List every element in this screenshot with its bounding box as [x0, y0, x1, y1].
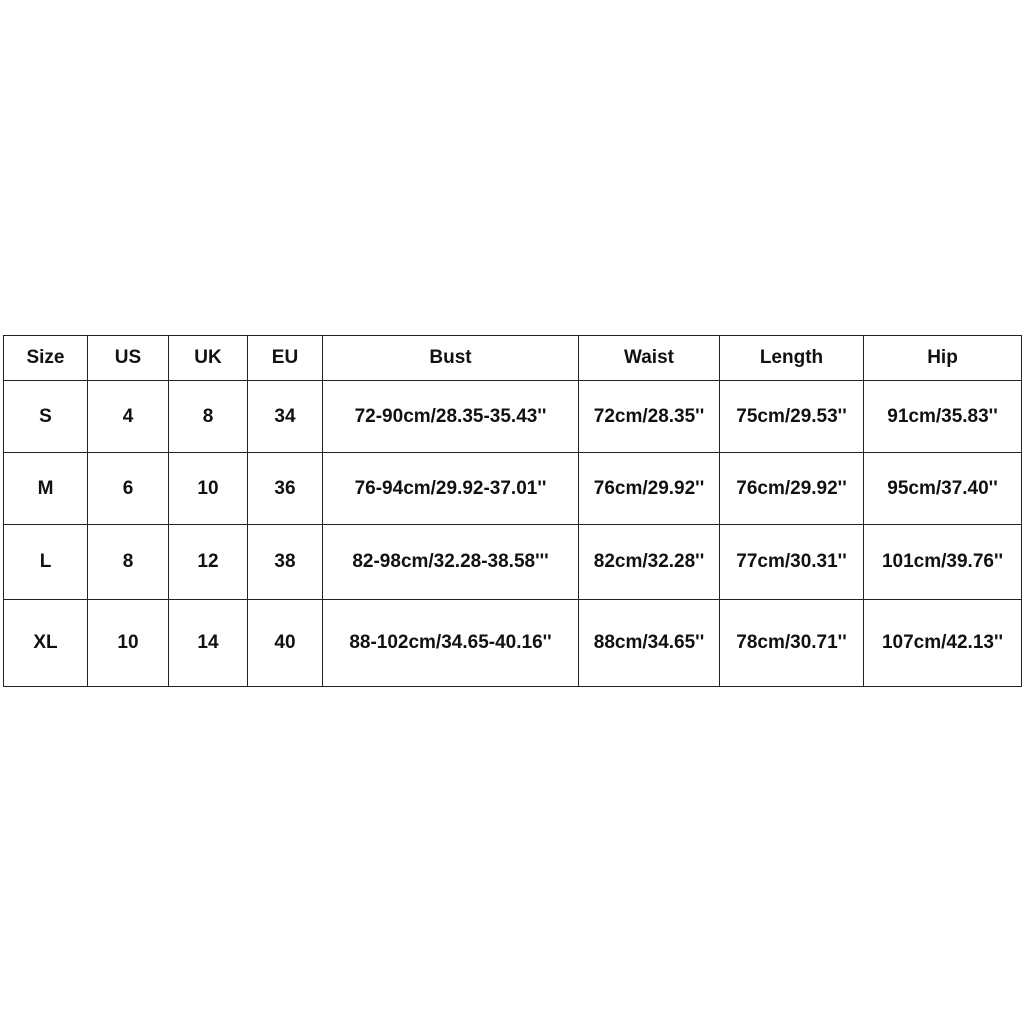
table-row — [4, 453, 1022, 525]
eu-cell: 36 — [248, 453, 323, 525]
hip-cell: 95cm/37.40'' — [864, 453, 1022, 525]
uk-cell: 8 — [169, 381, 248, 453]
table-row — [4, 525, 1022, 600]
us-cell: 4 — [88, 381, 169, 453]
us-cell: 8 — [88, 525, 169, 600]
header-length: Length — [720, 336, 864, 381]
header-waist: Waist — [579, 336, 720, 381]
header-row — [4, 336, 1022, 381]
waist-cell: 88cm/34.65'' — [579, 600, 720, 687]
uk-cell: 10 — [169, 453, 248, 525]
us-cell: 10 — [88, 600, 169, 687]
length-cell: 75cm/29.53'' — [720, 381, 864, 453]
waist-cell: 76cm/29.92'' — [579, 453, 720, 525]
waist-cell: 82cm/32.28'' — [579, 525, 720, 600]
size-cell: XL — [4, 600, 88, 687]
size-cell: M — [4, 453, 88, 525]
header-uk: UK — [169, 336, 248, 381]
header-eu: EU — [248, 336, 323, 381]
table-row — [4, 600, 1022, 687]
hip-cell: 101cm/39.76'' — [864, 525, 1022, 600]
hip-cell: 107cm/42.13'' — [864, 600, 1022, 687]
length-cell: 76cm/29.92'' — [720, 453, 864, 525]
header-hip: Hip — [864, 336, 1022, 381]
size-chart-table — [3, 335, 1022, 687]
table-row — [4, 381, 1022, 453]
eu-cell: 40 — [248, 600, 323, 687]
size-cell: L — [4, 525, 88, 600]
eu-cell: 38 — [248, 525, 323, 600]
uk-cell: 14 — [169, 600, 248, 687]
length-cell: 78cm/30.71'' — [720, 600, 864, 687]
hip-cell: 91cm/35.83'' — [864, 381, 1022, 453]
bust-cell: 82-98cm/32.28-38.58''' — [323, 525, 579, 600]
waist-cell: 72cm/28.35'' — [579, 381, 720, 453]
header-bust: Bust — [323, 336, 579, 381]
eu-cell: 34 — [248, 381, 323, 453]
header-size: Size — [4, 336, 88, 381]
size-cell: S — [4, 381, 88, 453]
bust-cell: 72-90cm/28.35-35.43'' — [323, 381, 579, 453]
bust-cell: 88-102cm/34.65-40.16'' — [323, 600, 579, 687]
uk-cell: 12 — [169, 525, 248, 600]
length-cell: 77cm/30.31'' — [720, 525, 864, 600]
bust-cell: 76-94cm/29.92-37.01'' — [323, 453, 579, 525]
header-us: US — [88, 336, 169, 381]
us-cell: 6 — [88, 453, 169, 525]
